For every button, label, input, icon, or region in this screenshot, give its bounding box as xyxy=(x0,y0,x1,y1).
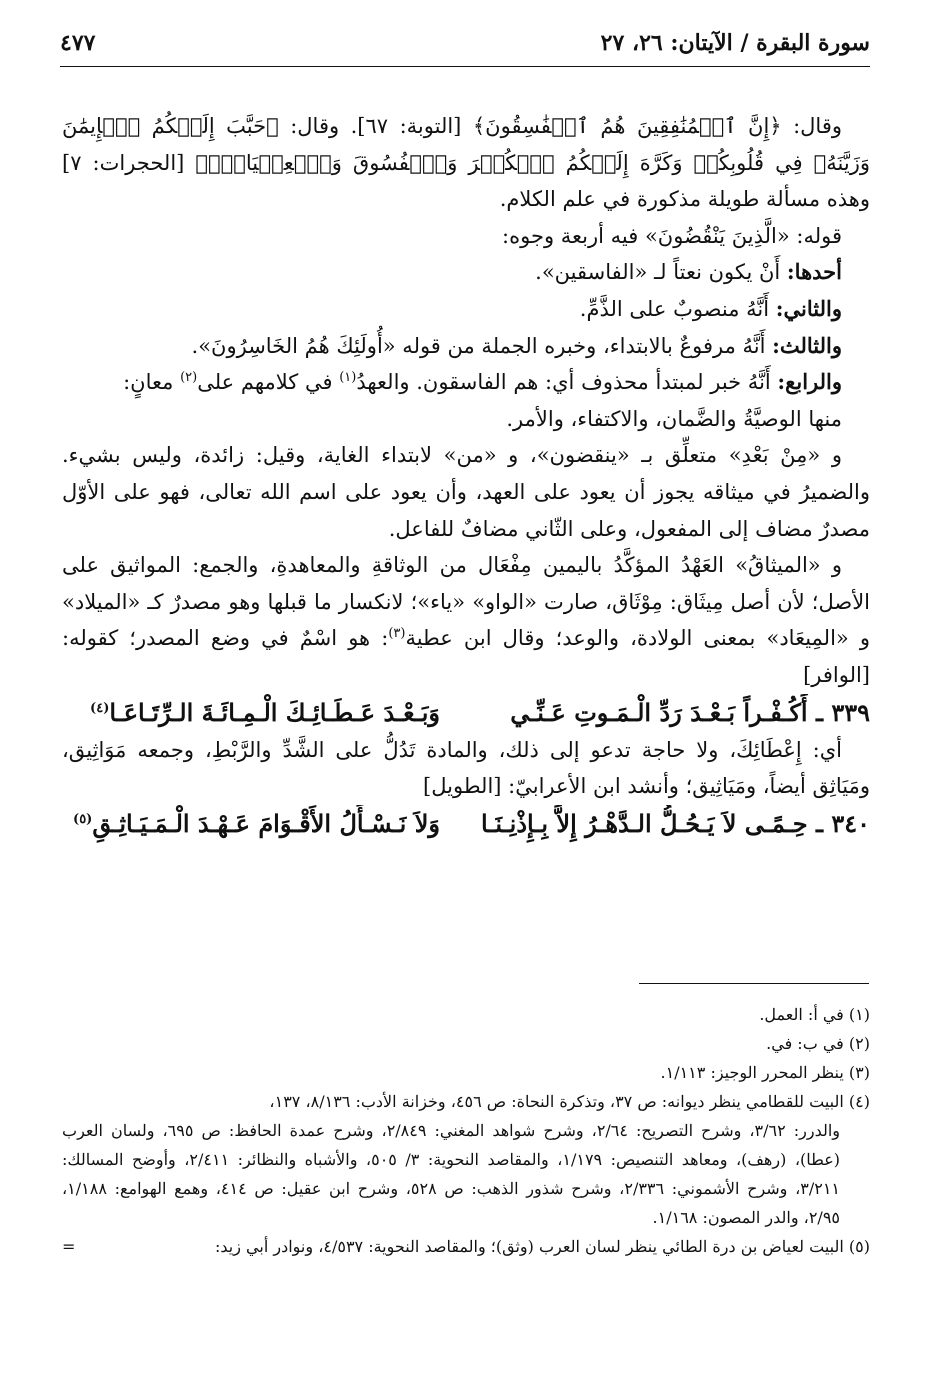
item-text: أَنَّهُ خبر لمبتدأ محذوف أي: هم الفاسقون. والعهدُ xyxy=(356,370,778,395)
running-title: سورة البقرة / الآيتان: ٢٦، ٢٧ xyxy=(600,30,870,56)
footnote: (٢) في ب: في. xyxy=(766,1034,870,1053)
footnote: (٥) البيت لعياض بن درة الطائي ينظر لسان العرب (وثق)؛ والمقاصد النحوية: ٤/٥٣٧، ونوادر أبي زيد: xyxy=(214,1237,870,1256)
verse-number: ٣٤٠ ـ xyxy=(815,808,870,838)
footnote-separator xyxy=(639,983,869,984)
header-rule xyxy=(60,66,870,67)
footnotes xyxy=(62,1000,870,1261)
verse-second-hemistich: وَبَـعْـدَ عَـطَـائِـكَ الْـمِـائَـةَ الـرِّتَـاعَـا$^{(٤)}$ xyxy=(90,697,440,727)
item-label: والثاني: xyxy=(775,295,842,321)
paragraph xyxy=(62,547,870,693)
paragraph-text: و «الميثاقُ» العَهْدُ المؤكَّدُ باليمين مِفْعَال من الوثاقةِ والمعاهدةِ، والجمع: المواثيق على الأصل؛ لأن أصل مِيثَاق: مِوْثَاق، صارت «الواو» «ياء»؛ لانكسار ما قبلها وهو مصدرٌ كـ «الميلاد» و «المِيعَاد» بمعنى الولادة، والوعد؛ وقال ابن عطية xyxy=(62,553,871,651)
paragraph: أي: إِعْطَائِكَ، ولا حاجة تدعو إلى ذلك، والمادة تَدُلُّ على الشَّدِّ والرَّبْطِ، وجمعه مَوَاثِيق، ومَيَاثِق أيضاً، ومَيَاثِيق؛ وأنشد ابن الأعرابيّ: [الطويل] xyxy=(62,737,870,799)
item-label: أحدها: xyxy=(786,259,842,285)
continuation-mark: = xyxy=(62,1237,76,1256)
footnote: (٣) ينظر المحرر الوجيز: ١/١١٣. xyxy=(660,1063,870,1082)
footnote-ref: (١) xyxy=(339,370,357,386)
item-text: أَنَّهُ منصوبٌ على الذَّمِّ. xyxy=(579,296,776,321)
footnote: (١) في أ: العمل. xyxy=(759,1005,870,1024)
verse-first-hemistich: ٣٤٠ ـ حِـمًـى لاَ يَـحُـلُّ الـدَّهْـرُ إِلاَّ بِـإِذْنِـنَـا xyxy=(481,808,870,838)
footnote-ref: (٥) xyxy=(73,811,93,827)
main-text xyxy=(62,108,870,843)
verse-first-hemistich: ٣٣٩ ـ أَكُـفْـراً بَـعْـدَ رَدِّ الْـمَـوتِ عَـنِّـي xyxy=(510,697,870,727)
paragraph xyxy=(62,364,870,401)
page-header xyxy=(60,22,870,70)
footnote-ref: (٣) xyxy=(388,626,406,642)
paragraph xyxy=(62,291,870,328)
poem-verse xyxy=(62,694,870,732)
paragraph: منها الوصيَّةُ والضَّمان، والاكتفاء، والأمر. xyxy=(506,406,842,431)
paragraph xyxy=(62,328,870,365)
item-label: والرابع: xyxy=(777,369,842,395)
paragraph: و «مِنْ بَعْدِ» متعلِّق بـ «ينقضون»، و «من» لابتداء الغاية، وقيل: زائدة، وليس بشيء. والضميرُ في ميثاقه يجوز أن يعود على العهد، وأن يعود على اسم الله تعالى، فهو على الأوّل مصدرٌ مضاف إلى المفعول، وعلى الثّاني مضافٌ للفاعل. xyxy=(62,443,870,541)
paragraph: وقال: ﴿إِنَّ ٱلۡمُنَٰفِقِينَ هُمُ ٱلۡفَٰسِقُونَ﴾ [التوبة: ٦٧]. وقال: ﴿حَبَّبَ إِلَيۡكُمُ ٱلۡإِيمَٰنَ وَزَيَّنَهُۥ فِي قُلُوبِكُمۡ وَكَرَّهَ إِلَيۡكُمُ ٱلۡكُفۡرَ وَٱلۡفُسُوقَ وَٱلۡعِصۡيَانَۚ﴾ [الحجرات: ٧] وهذه مسألة طويلة مذكورة في علم الكلام. xyxy=(62,114,870,212)
footnote-ref: (٤) xyxy=(90,700,110,716)
verse-second-hemistich: وَلاَ نَـسْـأَلُ الأَقْـوَامَ عَـهْـدَ الْـمَـيَـاثِـقِ$^{(٥)}$ xyxy=(73,808,440,838)
footnote-ref: (٢) xyxy=(180,370,198,386)
item-text: معانٍ: xyxy=(123,370,181,395)
item-text: أَنْ يكون نعتاً لـ «الفاسقين». xyxy=(535,260,787,285)
poem-verse xyxy=(62,805,870,843)
verse-number: ٣٣٩ ـ xyxy=(815,697,870,727)
paragraph-text: : هو اسْمٌ في وضع المصدر؛ كقوله: [الوافر] xyxy=(62,626,870,687)
paragraph: قوله: «الَّذِينَ يَنْقُضُونَ» فيه أربعة وجوه: xyxy=(502,223,842,248)
item-text: في كلامهم على xyxy=(197,370,340,395)
footnote: (٤) البيت للقطامي ينظر ديوانه: ص ٣٧، وتذكرة النحاة: ص ٤٥٦، وخزانة الأدب: ٨/١٣٦، ١٣٧، والدرر: ٣/٦٢، وشرح التصريح: ٢/٦٤، وشرح شواهد المغني: ٢/٨٤٩، وشرح عمدة الحافظ: ص ٦٩٥، ولسان العرب (عطا)، (رهف)، ومعاهد التنصيص: ١/١٧٩، والمقاصد النحوية: ٣/ ٥٠٥، والأشباه والنظائر: ٢/٤١١، وأوضح المسالك: ٣/٢١١، وشرح الأشموني: ٢/٣٣٦، وشرح شذور الذهب: ص ٥٢٨، وشرح ابن عقيل: ص ٤١٤، وهمع الهوامع: ١/١٨٨، ٢/٩٥، والدر المصون: ١/١٦٨. xyxy=(62,1092,870,1227)
page-number: ٤٧٧ xyxy=(60,30,96,56)
item-text: أَنَّهُ مرفوعٌ بالابتداء، وخبره الجملة من قوله «أُولَئِكَ هُمُ الخَاسِرُونَ». xyxy=(191,333,773,358)
item-label: والثالث: xyxy=(772,332,842,358)
paragraph xyxy=(62,254,870,291)
